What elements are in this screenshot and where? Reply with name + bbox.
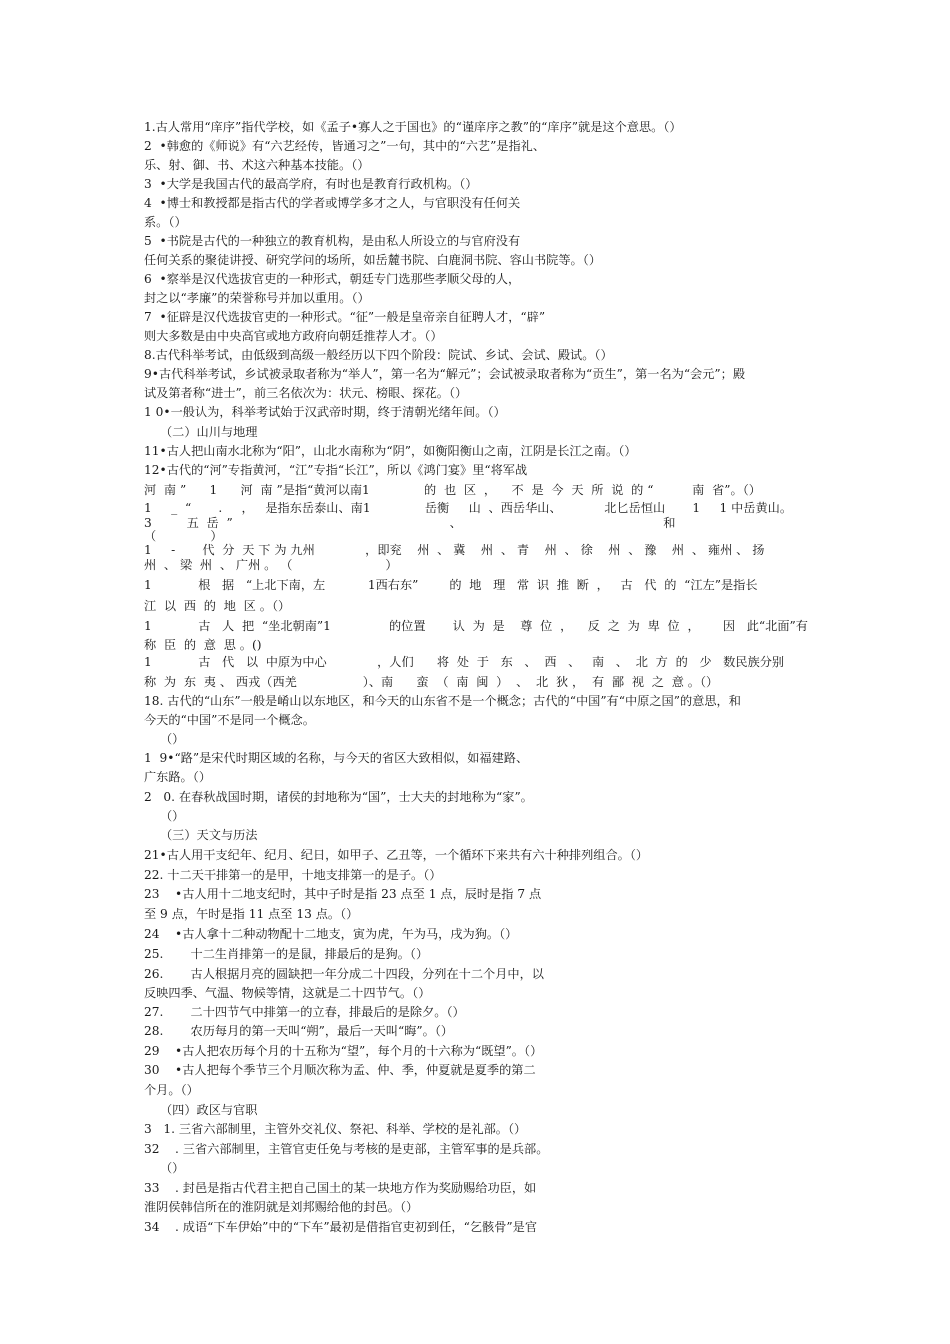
question-30: 30 •古人把每个季节三个月顺次称为孟、仲、季，仲夏就是夏季的第二 xyxy=(144,1063,536,1077)
question-32-answer: （） xyxy=(160,1161,185,1175)
question-15: 1 根 据 “上北下南，左 1西右东” 的 地 理 常 识 推 断 ， 古 代 的 “江左”是指长 xyxy=(144,578,758,592)
question-2: 2 •韩愈的《师说》有“六艺经传，皆通习之”一句，其中的“六艺”是指礼、 xyxy=(144,139,546,153)
question-7: 7 •征辟是汉代选拔官吏的一种形式。“征”一般是皇帝亲自征聘人才，“辟” xyxy=(144,310,546,324)
question-19-cont: 广东路。（） xyxy=(144,770,212,784)
question-24: 24 •古人拿十二种动物配十二地支，寅为虎，午为马，戌为狗。（） xyxy=(144,927,518,941)
question-9: 9•古代科举考试，乡试被录取者称为“举人”，第一名为“解元”；会试被录取者称为“贡生”，第一名为“会元”；殿 xyxy=(144,367,746,381)
question-19: 1 9•“路”是宋代时期区域的名称，与今天的省区大致相似，如福建路、 xyxy=(144,751,529,765)
question-34: 34 . 成语“下车伊始”中的“下车”最初是借指官吏初到任，“乞骸骨”是官 xyxy=(144,1220,538,1234)
section-heading-3: （三）天文与历法 xyxy=(160,828,258,842)
question-17: 1 古 代 以 中原为中心 ，人们 将 处 于 东 、 西 、 南 、 北 方 的 少 数民族分别 xyxy=(144,655,785,669)
section-heading-2: （二）山川与地理 xyxy=(160,425,258,439)
question-20: 2 0. 在春秋战国时期，诸侯的封地称为“国”，士大夫的封地称为“家”。 xyxy=(144,790,533,804)
question-15-cont: 江 以 西 的 地 区 。（） xyxy=(144,599,291,613)
question-10: 1 0•一般认为，科举考试始于汉武帝时期，终于清朝光绪年间。（） xyxy=(144,405,506,419)
question-31: 3 1. 三省六部制里，主管外交礼仪、祭祀、科举、学校的是礼部。（） xyxy=(144,1122,527,1136)
question-1: 1.古人常用“庠序”指代学校，如《孟子•寡人之于国也》的“谨庠序之教”的“庠序”就是这个意思。（） xyxy=(144,120,682,134)
question-23-cont: 至 9 点，午时是指 11 点至 13 点。（） xyxy=(144,907,359,921)
question-29: 29 •古人把农历每个月的十五称为“望”，每个月的十六称为“既望”。（） xyxy=(144,1044,543,1058)
question-32: 32 . 三省六部制里，主管官吏任免与考核的是吏部，主管军事的是兵部。 xyxy=(144,1142,549,1156)
question-26: 26. 古人根据月亮的圆缺把一年分成二十四段，分列在十二个月中，以 xyxy=(144,967,544,981)
question-26-cont: 反映四季、气温、物候等情，这就是二十四节气。（） xyxy=(144,986,431,1000)
question-16: 1 古 人 把 “坐北朝南”1 的位置 认 为 是 尊 位 ， 反 之 为 卑 位 ， 因 此“北面”有 xyxy=(144,619,808,633)
question-6: 6 •察举是汉代选拔官吏的一种形式，朝廷专门选那些孝顺父母的人， xyxy=(144,272,521,286)
question-5: 5 •书院是古代的一种独立的教育机构，是由私人所设立的与官府没有 xyxy=(144,234,521,248)
question-13-cont: 3 五 岳 ” 、 和 xyxy=(144,516,676,530)
question-18: 18. 古代的“山东”一般是崤山以东地区，和今天的山东省不是一个概念；古代的“中国”有“中原之国”的意思，和 xyxy=(144,694,741,708)
question-14-cont: 州 、 梁 州 、 广州 。 （ ） xyxy=(144,558,398,572)
question-27: 27. 二十四节气中排第一的立春，排最后的是除夕。（） xyxy=(144,1005,465,1019)
question-4: 4 •博士和教授都是指古代的学者或博学多才之人，与官职没有任何关 xyxy=(144,196,521,210)
section-heading-4: （四）政区与官职 xyxy=(160,1103,258,1117)
question-16-cont: 称 臣 的 意 思 。() xyxy=(144,638,262,652)
question-33-cont: 淮阴侯韩信所在的淮阴就是刘邦赐给他的封邑。（） xyxy=(144,1200,419,1214)
question-21: 21•古人用干支纪年、纪月、纪日，如甲子、乙丑等，一个循环下来共有六十种排列组合。（） xyxy=(144,848,649,862)
question-6-cont: 封之以“孝廉”的荣誉称号并加以重用。（） xyxy=(144,291,370,305)
question-33: 33 . 封邑是指古代君主把自己国土的某一块地方作为奖励赐给功臣，如 xyxy=(144,1181,537,1195)
question-8: 8.古代科举考试，由低级到高级一般经历以下四个阶段：院试、乡试、会试、殿试。（） xyxy=(144,348,613,362)
question-3: 3 •大学是我国古代的最高学府，有时也是教育行政机构。（） xyxy=(144,177,478,191)
question-22: 22. 十二天干排第一的是甲，十地支排第一的是子。（） xyxy=(144,868,442,882)
question-23: 23 •古人用十二地支纪时，其中子时是指 23 点至 1 点，辰时是指 7 点 xyxy=(144,887,542,901)
question-11: 11•古人把山南水北称为“阳”，山北水南称为“阴”，如衡阳衡山之南，江阴是长江之南。（） xyxy=(144,444,637,458)
question-7-cont: 则大多数是由中央高官或地方政府向朝廷推荐人才。（） xyxy=(144,329,443,343)
question-17-cont: 称 为 东 夷 、 西戎（西羌 ）、南 蛮 （ 南 闽 ） 、 北 狄 ， 有 鄙 视 之 意 。（） xyxy=(144,675,719,689)
question-13: 1 _ “ . ， 是指东岳泰山、南1 岳衡 山 、西岳华山、 北匕岳恒山 1 1 中岳黄山。 xyxy=(144,501,793,515)
question-14: 1 - 代 分 天 下 为 九州 ，即兖 州 、 冀 州 、 青 州 、 徐 州 、 豫 州 、 雍州 、 扬 xyxy=(144,543,765,557)
question-13-cont-2: （ ） xyxy=(144,529,223,543)
question-25: 25. 十二生肖排第一的是鼠，排最后的是狗。（） xyxy=(144,947,429,961)
question-28: 28. 农历每月的第一天叫“朔”，最后一天叫“晦”。（） xyxy=(144,1024,454,1038)
question-20-answer: （） xyxy=(160,809,185,823)
question-4-cont: 系。（） xyxy=(144,215,187,229)
question-5-cont: 任何关系的聚徒讲授、研究学问的场所，如岳麓书院、白鹿洞书院、容山书院等。（） xyxy=(144,253,602,267)
question-2-cont: 乐、射、御、书、术这六种基本技能。（） xyxy=(144,158,370,172)
question-9-cont: 试及第者称“进士”，前三名依次为：状元、榜眼、探花。（） xyxy=(144,386,468,400)
question-30-cont: 个月。（） xyxy=(144,1083,199,1097)
question-18-cont: 今天的“中国”不是同一个概念。 xyxy=(144,713,315,727)
question-12: 12•古代的“河”专指黄河，“江”专指“长江”，所以《鸿门宴》里“将军战 xyxy=(144,463,528,477)
question-18-answer: （） xyxy=(160,732,185,746)
question-12-cont: 河 南 ” 1 河 南 ”是指“黄河以南1 的 也 区 ， 不 是 今 天 所 说 的 “ 南 省”。（） xyxy=(144,483,761,497)
